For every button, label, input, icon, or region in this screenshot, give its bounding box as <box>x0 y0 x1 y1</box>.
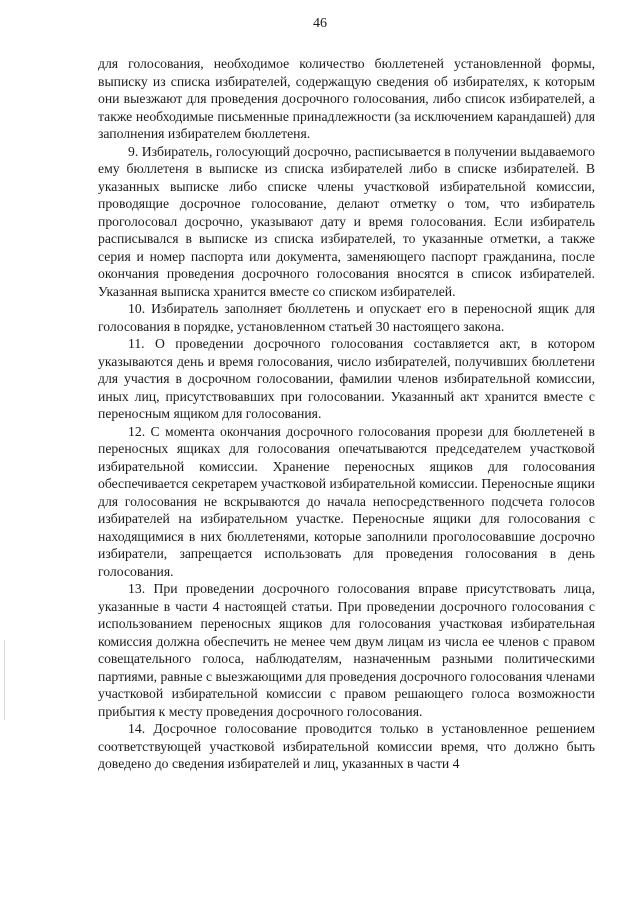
paragraph-10: 10. Избиратель заполняет бюллетень и опускает его в переносной ящик для голосования в порядке, установленном статьей 30 настоящего закона. <box>98 301 595 334</box>
paragraph-continuation: для голосования, необходимое количество бюллетеней установленной формы, выписку из списка избирателей, содержащую сведения об избирателях, к которым они выезжают для проведения досрочного голосования, либо список избирателей, а также необходимые письменные принадлежности (за исключением карандашей) для заполнения избирателем бюллетеня. <box>98 56 595 141</box>
scan-margin-mark <box>4 640 5 720</box>
page-number: 46 <box>313 16 327 31</box>
paragraph-14: 14. Досрочное голосование проводится только в установленное решением соответствующей участковой избирательной комиссии время, что должно быть доведено до сведения избирателей и лиц, указанных в части 4 <box>98 721 595 771</box>
document-body <box>98 55 595 773</box>
paragraph-13: 13. При проведении досрочного голосования вправе присутствовать лица, указанные в части 4 настоящей статьи. При проведении досрочного голосования с использованием переносных ящиков для голосования участковая избирательная комиссия должна обеспечить не менее чем двум лицам из числа ее членов с правом совещательного голоса, наблюдателям, назначенным разными политическими партиями, равные с выезжающими для проведения досрочного голосования членами участковой избирательной комиссии с правом решающего голоса возможности прибытия к месту проведения досрочного голосования. <box>98 581 595 719</box>
paragraph-9: 9. Избиратель, голосующий досрочно, расписывается в получении выдаваемого ему бюллетеня в выписке из списка избирателей либо в списке избирателей. В указанных выписке либо списке члены участковой избирательной комиссии, проводящие досрочное голосование, делают отметку о том, что избиратель проголосовал досрочно, указывают дату и время голосования. Если избиратель расписывался в выписке из списка избирателей, то указанные отметки, а также серия и номер паспорта или документа, заменяющего паспорт гражданина, после окончания проведения досрочного голосования вносятся в список избирателей. Указанная выписка хранится вместе со списком избирателей. <box>98 143 595 299</box>
paragraph-11: 11. О проведении досрочного голосования составляется акт, в котором указываются день и время голосования, число избирателей, получивших бюллетени для участия в досрочном голосовании, фамилии членов избирательной комиссии, иных лиц, присутствовавших при голосовании. Указанный акт хранится вместе с переносным ящиком для голосования. <box>98 336 595 421</box>
paragraph-12: 12. С момента окончания досрочного голосования прорези для бюллетеней в переносных ящиках для голосования опечатываются председателем участковой избирательной комиссии. Хранение переносных ящиков для голосования обеспечивается секретарем участковой избирательной комиссии. Переносные ящики для голосования не вскрываются до начала непосредственного подсчета голосов избирателей на избирательном участке. Переносные ящики для голосования с находящимися в них бюллетенями, которые заполнили проголосовавшие досрочно избиратели, запрещается использовать для проведения голосования в день голосования. <box>98 423 595 579</box>
